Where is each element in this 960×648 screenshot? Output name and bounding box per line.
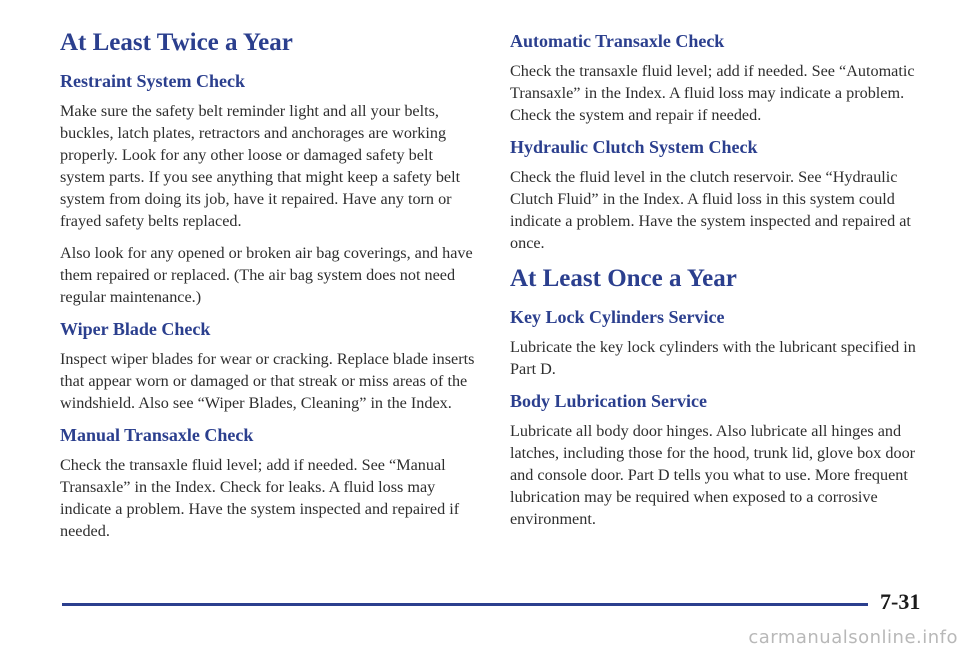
paragraph-key-lock: Lubricate the key lock cylinders with the lubricant specified in Part D.: [510, 338, 916, 378]
page-number: 7-31: [880, 589, 921, 614]
paragraph-hydraulic-clutch: Check the fluid level in the clutch reservoir. See “Hydraulic Clutch Fluid” in the Index. A fluid loss in this system could indicate a problem. Have the system inspected and repaired at once.: [510, 168, 911, 252]
watermark: carmanualsonline.info: [748, 627, 958, 648]
paragraph-automatic-transaxle: Check the transaxle fluid level; add if needed. See “Automatic Transaxle” in the Index. A fluid loss may indicate a problem. Check the system and repair if needed.: [510, 62, 915, 124]
paragraph-body-lubrication: Lubricate all body door hinges. Also lubricate all hinges and latches, including those for the hood, trunk lid, glove box door and console door. Part D tells you what to use. More frequent lubrication may be required when exposed to a corrosive environment.: [510, 422, 916, 528]
heading-key-lock-cylinders: Key Lock Cylinders Service: [510, 307, 725, 327]
paragraph-restraint-2: Also look for any opened or broken air bag coverings, and have them repaired or replaced. (The air bag system does not need regular maintenance.): [60, 244, 473, 306]
heading-automatic-transaxle-check: Automatic Transaxle Check: [510, 31, 725, 51]
section-title-once-a-year: At Least Once a Year: [510, 265, 737, 292]
right-column: [510, 22, 930, 540]
heading-manual-transaxle-check: Manual Transaxle Check: [60, 425, 254, 445]
paragraph-manual-transaxle: Check the transaxle fluid level; add if needed. See “Manual Transaxle” in the Index. Check for leaks. A fluid loss may indicate a problem. Have the system inspected and repaired if needed.: [60, 456, 460, 540]
heading-restraint-system-check: Restraint System Check: [60, 71, 245, 91]
footer-rule: [62, 603, 868, 606]
paragraph-restraint-1: Make sure the safety belt reminder light and all your belts, buckles, latch plates, retractors and anchorages are working properly. Look for any other loose or damaged safety belt system parts. If you see anything that might keep a safety belt system from doing its job, have it repaired. Have any torn or frayed safety belts replaced.: [60, 102, 461, 230]
paragraph-wiper: Inspect wiper blades for wear or cracking. Replace blade inserts that appear worn or damaged or that streak or miss areas of the windshield. Also see “Wiper Blades, Cleaning” in the Index.: [60, 350, 475, 412]
heading-wiper-blade-check: Wiper Blade Check: [60, 319, 211, 339]
left-column: [60, 22, 480, 552]
heading-body-lubrication: Body Lubrication Service: [510, 391, 707, 411]
heading-hydraulic-clutch-check: Hydraulic Clutch System Check: [510, 137, 758, 157]
section-title-twice-a-year: At Least Twice a Year: [60, 29, 293, 56]
